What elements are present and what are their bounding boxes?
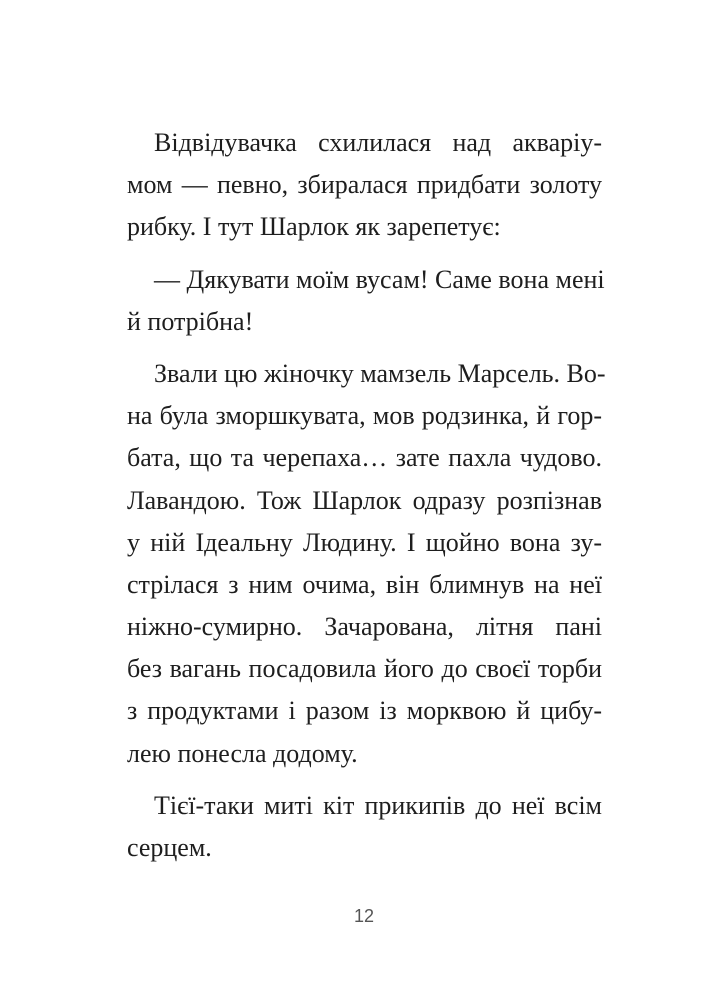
paragraph-1: [127, 122, 602, 249]
text-line: — Дякувати моїм вусам! Саме вона мені: [154, 264, 605, 294]
text-line: без вагань посадовила його до своєї торби: [127, 654, 602, 684]
text-line: на була зморшкувата, мов родзинка, й гор-: [127, 401, 602, 431]
text-line: з продуктами і разом із морквою й цибу-: [127, 696, 602, 726]
text-line: Лавандою. Тож Шарлок одразу розпізнав: [127, 485, 602, 515]
page-number: 12: [353, 906, 375, 926]
text-line: рибку. І тут Шарлок як зарепетує:: [127, 212, 501, 242]
text-line: Тієї-таки миті кіт прикипів до неї всім: [154, 790, 602, 820]
text-line: й потрібна!: [127, 306, 254, 336]
text-line: Звали цю жіночку мамзель Марсель. Во-: [154, 358, 606, 388]
paragraph-4: [127, 785, 602, 869]
text-line: Відвідувачка схилилася над акваріу-: [154, 128, 602, 157]
paragraph-2: [127, 259, 605, 343]
text-line: у ній Ідеальну Людину. І щойно вона зу-: [127, 527, 602, 557]
text-line: мом — певно, збиралася придбати золоту: [127, 170, 602, 200]
paragraph-3: [127, 353, 606, 775]
text-line: стрілася з ним очима, він блимнув на неї: [127, 569, 602, 599]
text-line: ніжно-сумирно. Зачарована, літня пані: [127, 612, 602, 642]
text-line: бата, що та черепаха… зате пахла чудово.: [127, 443, 602, 473]
text-line: лею понесла додому.: [127, 738, 358, 768]
body-text: [127, 122, 606, 869]
text-line: серцем.: [127, 833, 212, 862]
